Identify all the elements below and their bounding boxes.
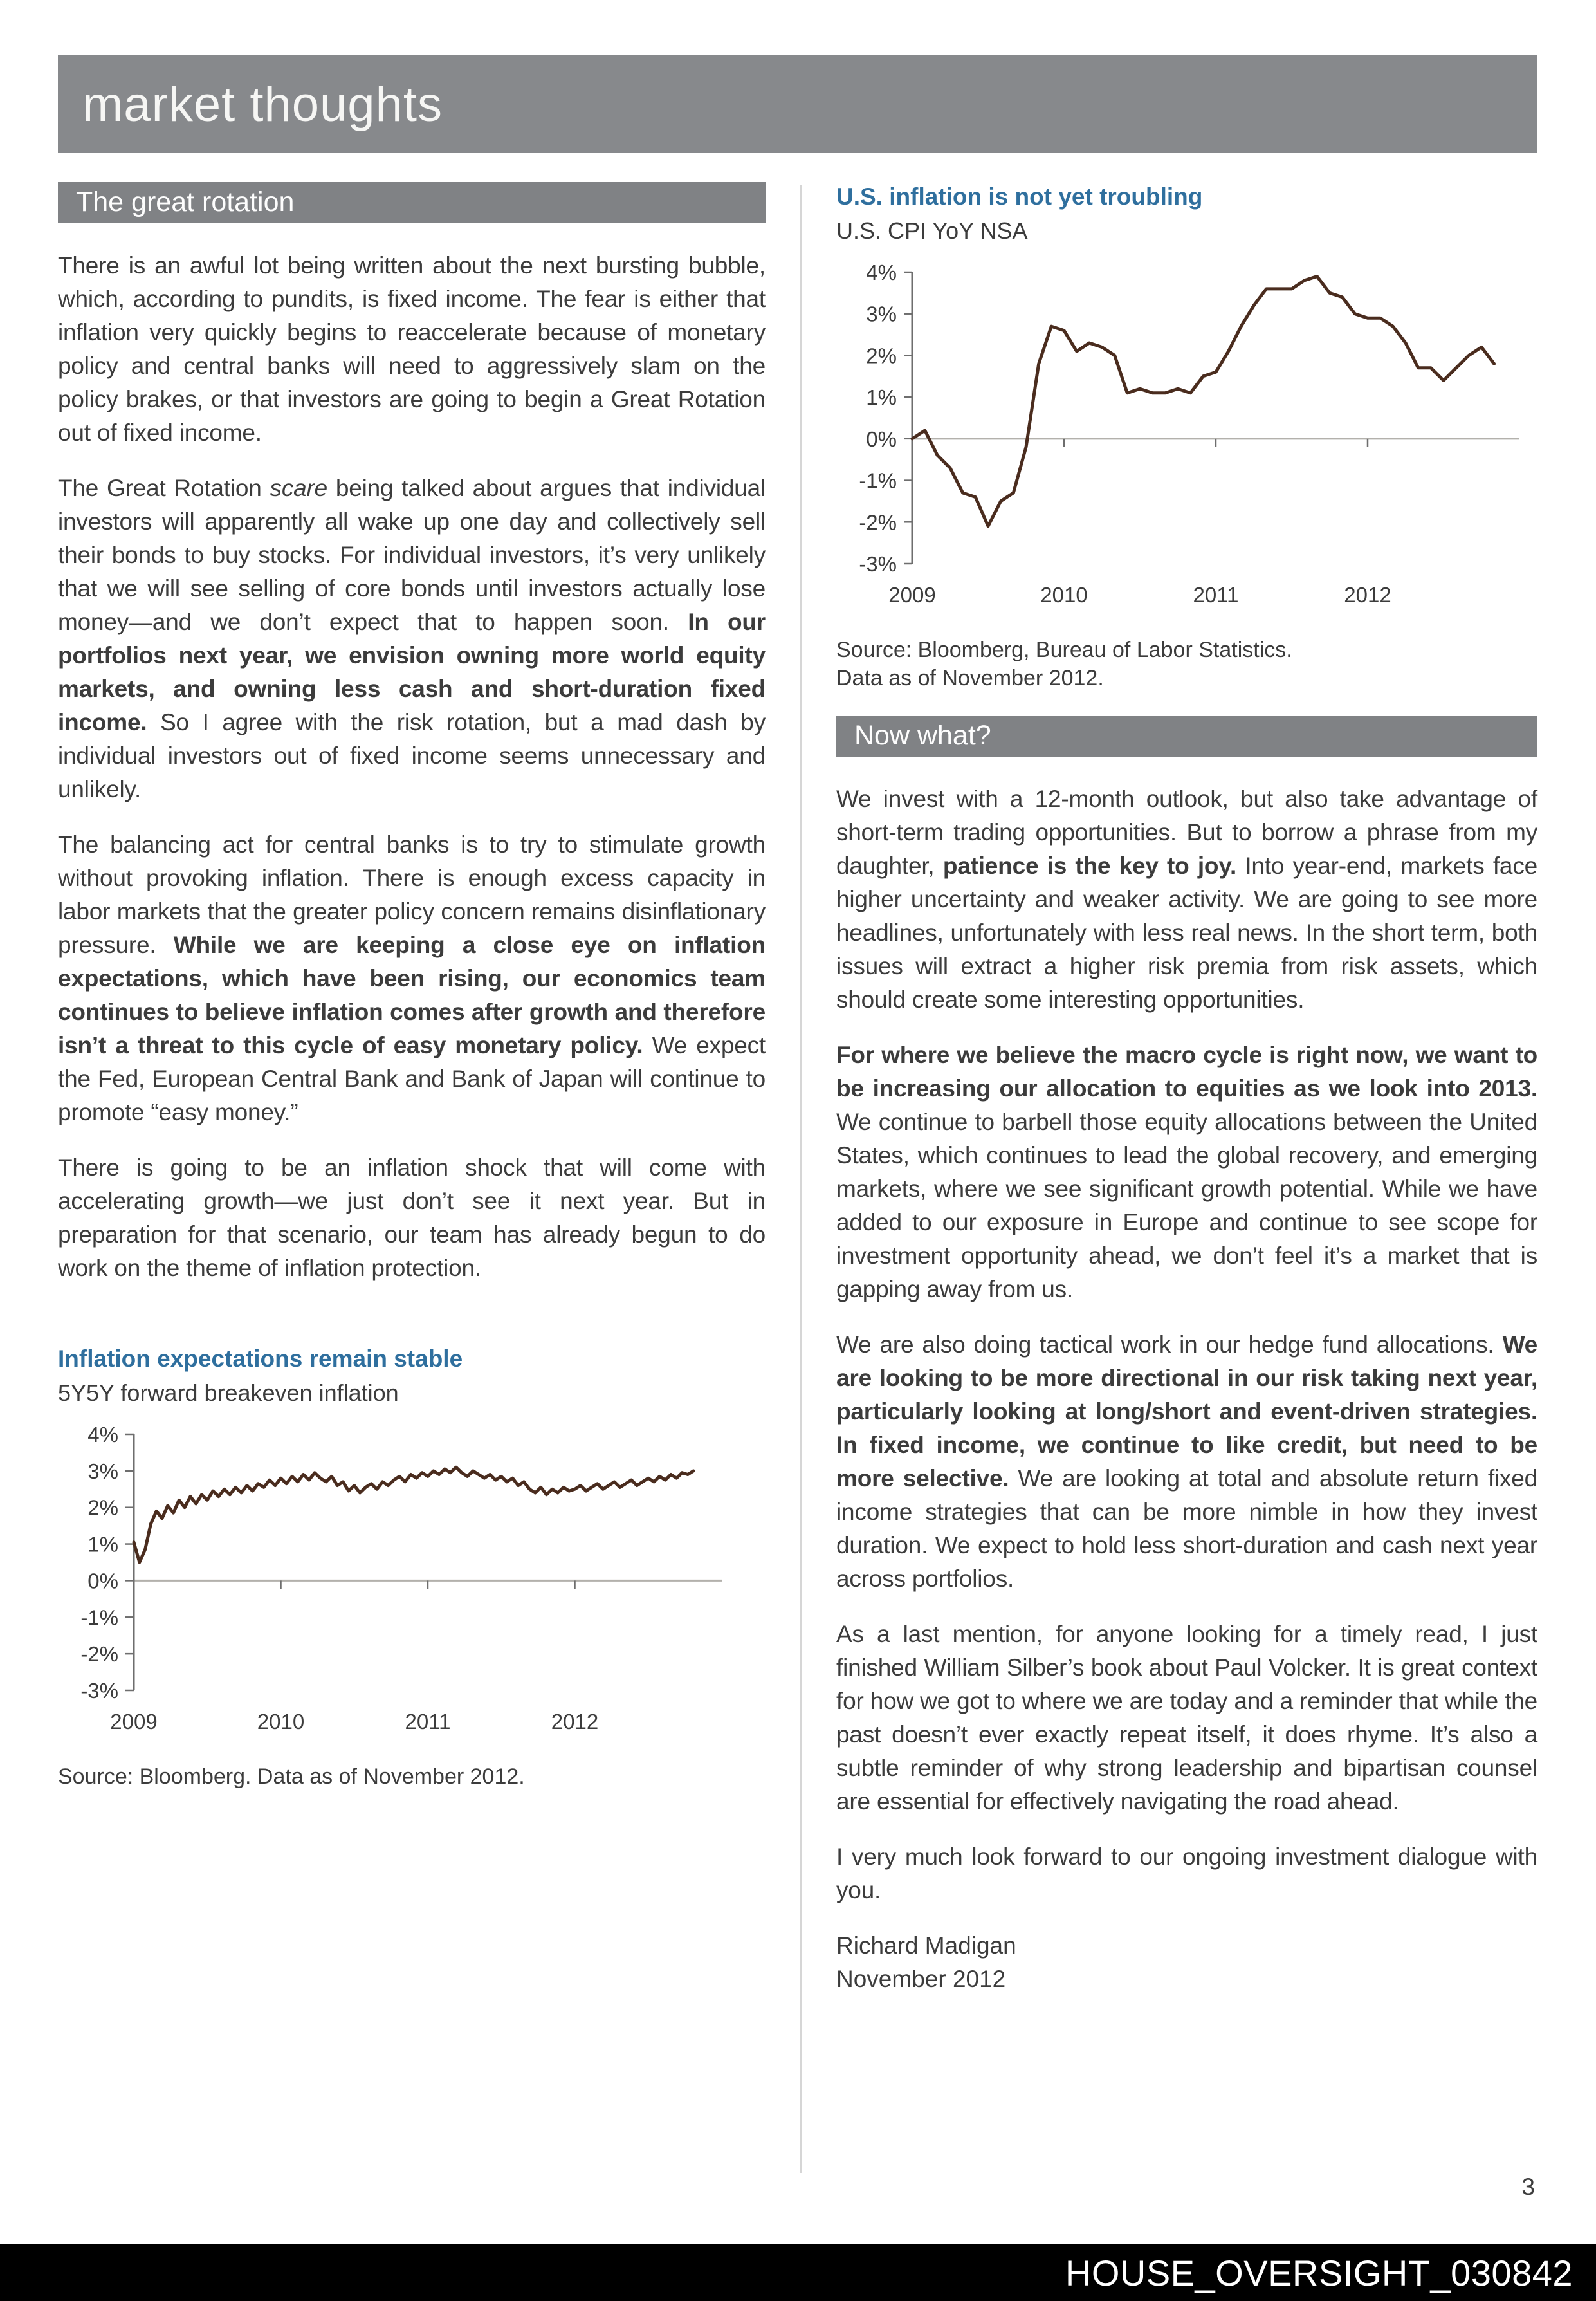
right-paragraphs (836, 782, 1537, 1907)
svg-text:2%: 2% (866, 344, 897, 368)
paragraph (58, 249, 766, 450)
page-number: 3 (1521, 2174, 1535, 2200)
paragraph (836, 1039, 1537, 1306)
content-columns (58, 182, 1537, 2173)
cpi-chart-source-line2: Data as of November 2012. (836, 666, 1104, 690)
svg-text:2009: 2009 (888, 583, 936, 607)
text-run: We expect the Fed, European Central Bank and Bank of Japan will continue to promote “easy money.” (58, 1032, 766, 1125)
text-run: As a last mention, for anyone looking for a timely read, I just finished William Silber’s book about Paul Volcker. It is great context for how we got to where we are today and a reminder that while the past doesn’t ever exactly repeat itself, it does rhyme. It’s also a subtle reminder of why strong leadership and bipartisan counsel are essential for effectively navigating the road ahead. (836, 1621, 1537, 1815)
svg-text:2%: 2% (87, 1495, 118, 1520)
paragraph (836, 1618, 1537, 1818)
section-header-now-what (836, 716, 1537, 757)
breakeven-chart-title: Inflation expectations remain stable (58, 1345, 463, 1372)
header-banner (58, 55, 1537, 153)
svg-text:3%: 3% (87, 1459, 118, 1483)
signature-date: November 2012 (836, 1966, 1006, 1992)
paragraph (58, 1151, 766, 1285)
section-header-label: Now what? (854, 720, 991, 751)
svg-text:-1%: -1% (859, 468, 897, 493)
text-run: In our portfolios next year, we envision owning more world equity markets, and owning less cash and short-duration fixed income. (58, 609, 766, 735)
text-run: patience is the key to joy. (942, 853, 1237, 879)
paragraph (836, 1328, 1537, 1596)
svg-text:0%: 0% (87, 1569, 118, 1593)
text-run: We are also doing tactical work in our hedge fund allocations. (836, 1331, 1503, 1358)
text-run: We are looking at total and absolute return fixed income strategies that can be more nimble in how they invest duration. We expect to hold less short-duration and cash next year across portfolios. (836, 1465, 1537, 1592)
text-run: We continue to barbell those equity allocations between the United States, which continues to lead the global recovery, and emerging markets, where we see significant growth potential. While we have added to our exposure in Europe and continue to see scope for investment opportunity ahead, we don’t feel it’s a market that is gapping away from us. (836, 1109, 1537, 1302)
svg-text:3%: 3% (866, 302, 897, 326)
page-title: market thoughts (82, 77, 443, 132)
svg-text:-3%: -3% (859, 552, 897, 576)
signature-name: Richard Madigan (836, 1932, 1016, 1959)
svg-text:4%: 4% (87, 1423, 118, 1446)
svg-text:-3%: -3% (80, 1679, 118, 1703)
text-run: While we are keeping a close eye on inflation expectations, which have been rising, our economics team continues to believe inflation comes after growth and therefore isn’t a threat to this cycle of easy monetary policy. (58, 932, 766, 1058)
section-header-great-rotation (58, 182, 766, 223)
text-run: So I agree with the risk rotation, but a mad dash by individual investors out of fixed income seems unnecessary and unlikely. (58, 709, 766, 802)
paragraph (836, 782, 1537, 1017)
text-run: We invest with a 12-month outlook, but also take advantage of short-term trading opportunities. But to borrow a phrase from my daughter, (836, 786, 1537, 879)
cpi-line-chart (836, 255, 1537, 613)
text-run: being talked about argues that individual investors will apparently all wake up one day and collectively sell their bonds to buy stocks. For individual investors, it’s very unlikely that we will see selling of core bonds until investors actually lose money—and we don’t expect that to happen soon. (58, 475, 766, 635)
text-run: I very much look forward to our ongoing investment dialogue with you. (836, 1844, 1537, 1903)
cpi-chart-subtitle: U.S. CPI YoY NSA (836, 217, 1028, 244)
text-run: There is an awful lot being written about the next bursting bubble, which, according to pundits, is fixed income. The fear is either that inflation very quickly begins to reaccelerate because of monetary policy and central banks will need to aggressively slam on the policy brakes, or that investors are going to begin a Great Rotation out of fixed income. (58, 252, 766, 446)
text-run: Into year-end, markets face higher uncertainty and weaker activity. We are going to see more headlines, unfortunately with less real news. In the short term, both issues will extract a higher risk premia from risk assets, which should create some interesting opportunities. (836, 853, 1537, 1013)
footer-bar (0, 2244, 1596, 2301)
cpi-chart-source-line1: Source: Bloomberg, Bureau of Labor Statistics. (836, 638, 1292, 662)
section-header-label: The great rotation (76, 187, 295, 217)
left-paragraphs (58, 249, 766, 1285)
right-column (836, 182, 1537, 2173)
cpi-chart-title: U.S. inflation is not yet troubling (836, 183, 1203, 210)
text-run: scare (270, 475, 327, 501)
svg-text:2012: 2012 (1344, 583, 1391, 607)
breakeven-chart-source: Source: Bloomberg. Data as of November 2012. (58, 1764, 525, 1789)
svg-text:0%: 0% (866, 427, 897, 451)
column-divider (800, 185, 802, 2173)
text-run: The Great Rotation (58, 475, 270, 501)
svg-text:2010: 2010 (257, 1710, 305, 1733)
breakeven-line-chart (58, 1418, 740, 1739)
breakeven-chart-subtitle: 5Y5Y forward breakeven inflation (58, 1380, 399, 1406)
svg-text:2011: 2011 (1193, 583, 1239, 607)
paragraph (836, 1840, 1537, 1907)
svg-text:2010: 2010 (1040, 583, 1088, 607)
text-run: There is going to be an inflation shock that will come with accelerating growth—we just don’t see it next year. But in preparation for that scenario, our team has already begun to do work on the theme of inflation protection. (58, 1154, 766, 1281)
signature-block (836, 1929, 1537, 1996)
left-column (58, 182, 766, 2173)
breakeven-chart-block (58, 1344, 766, 1791)
paragraph (58, 828, 766, 1129)
paragraph (58, 472, 766, 806)
svg-text:-1%: -1% (80, 1605, 118, 1630)
cpi-chart-block (836, 182, 1537, 692)
svg-text:4%: 4% (866, 261, 897, 284)
svg-text:1%: 1% (866, 385, 897, 410)
svg-text:2009: 2009 (110, 1710, 158, 1733)
svg-text:-2%: -2% (859, 510, 897, 535)
cpi-chart-source (836, 636, 1537, 692)
text-run: The balancing act for central banks is to try to stimulate growth without provoking inflation. There is enough excess capacity in labor markets that the greater policy concern remains disinflationary pressure. (58, 831, 766, 958)
svg-text:2011: 2011 (405, 1710, 451, 1733)
svg-text:-2%: -2% (80, 1642, 118, 1667)
svg-text:1%: 1% (87, 1532, 118, 1557)
footer-stamp: HOUSE_OVERSIGHT_030842 (1065, 2252, 1573, 2293)
text-run: We are looking to be more directional in our risk taking next year, particularly looking at long/short and event-driven strategies. In fixed income, we continue to like credit, but need to be more selective. (836, 1331, 1537, 1492)
text-run: For where we believe the macro cycle is right now, we want to be increasing our allocation to equities as we look into 2013. (836, 1042, 1537, 1102)
svg-text:2012: 2012 (551, 1710, 599, 1733)
